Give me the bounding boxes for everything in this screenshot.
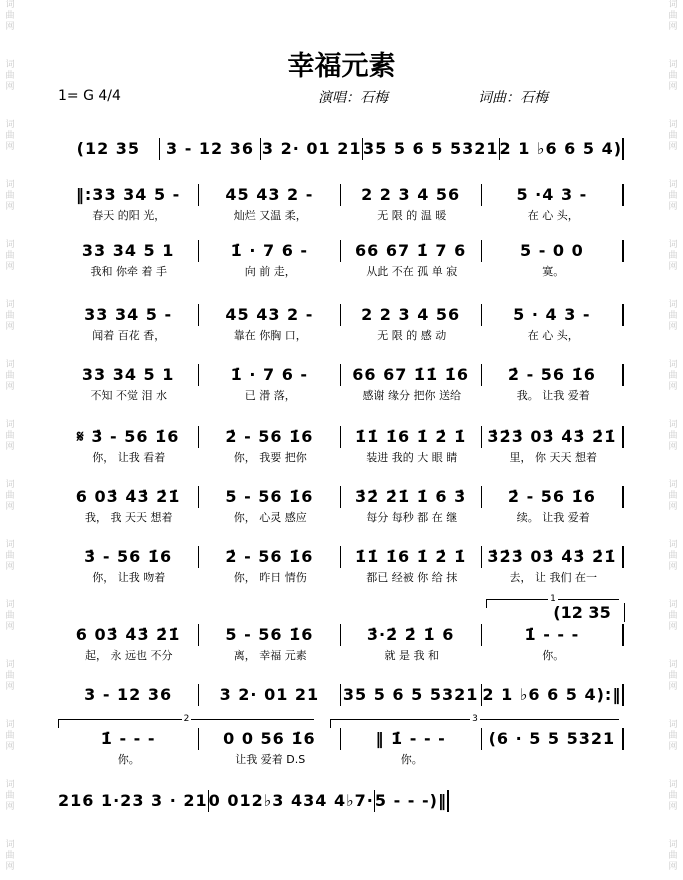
singer-credit: 演唱：石梅 [318, 90, 388, 106]
score-line [58, 728, 624, 768]
measure: 3 2· 01 21 [199, 684, 340, 706]
lyric: 寞。 [542, 265, 565, 278]
lyric: 无 限 的 感 动 [377, 329, 447, 342]
lyric: 从此 不在 孤 单 寂 [366, 265, 458, 278]
watermark-text: 词曲网 [668, 660, 678, 692]
measure: 5 · 4 3 - [482, 304, 624, 326]
volta-label: 2 [183, 714, 190, 724]
watermark-text: 词曲网 [5, 120, 15, 152]
measure: 2̇ - 56 1̇6 [199, 546, 340, 568]
song-title: 幸福元素 [287, 51, 396, 82]
measure: 1̇ - - - [482, 624, 624, 646]
lyric: 让我 爱着 D.S [235, 753, 306, 766]
measure: 1̇ - - - [58, 728, 199, 750]
lyric: 向 前 走， [244, 265, 296, 278]
measure: 35 5 6 5 5321 [363, 139, 499, 158]
lyric: 我， 我 天天 想着 [85, 511, 173, 524]
measure: 1̇ · 7 6 - [199, 240, 340, 262]
measure: 66 67 1̇1̇ 1̇6 [341, 364, 482, 386]
measure: 35 5 6 5 5321 [341, 684, 482, 706]
lyric: 都已 经被 你 给 抹 [366, 571, 458, 584]
lyric [58, 814, 185, 830]
measure: 6 03̇ 4̇3̇ 2̇1̇ [58, 486, 199, 508]
watermark-text: 词曲网 [668, 300, 678, 332]
score-line [58, 240, 624, 280]
measure: 45 43 2 - [199, 304, 340, 326]
measure: 3̇2̇3̇ 03̇ 4̇3̇ 2̇1̇ [482, 546, 624, 568]
watermark-text: 词曲网 [5, 300, 15, 332]
watermark-text: 词曲网 [668, 180, 678, 212]
measure: 2 1 ♭6 6 5 4):‖ [482, 684, 624, 706]
lyric: 每分 每秒 都 在 继 [366, 511, 458, 524]
lyric: 离， 幸福 元素 [233, 649, 307, 662]
measure: 33 34 5 - [58, 304, 199, 326]
measure: 2 2 3 4 56 [341, 304, 482, 326]
pickup-notes: (12 35 [540, 603, 625, 622]
lyric [171, 162, 284, 178]
watermark-text: 词曲网 [5, 420, 15, 452]
lyric: 装进 我的 大 眼 睛 [366, 451, 458, 464]
watermark-text: 词曲网 [5, 0, 15, 32]
lyric: 你， 我要 把你 [233, 451, 307, 464]
watermark-text: 词曲网 [668, 780, 678, 812]
measure: 2 1 ♭6 6 5 4) [499, 139, 623, 158]
volta-label: 3 [472, 714, 478, 724]
measure: 2 2 3 4 56 [341, 184, 482, 206]
measure: 6 03̇ 4̇3̇ 2̇1̇ [58, 624, 199, 646]
lyric: 闻着 百花 香， [92, 329, 166, 342]
measure: 66 67 1̇ 7 6 [341, 240, 482, 262]
watermark-text: 词曲网 [668, 120, 678, 152]
measure: 5 ·4 3 - [482, 184, 624, 206]
score-line [58, 426, 624, 466]
measure: 5 - - -)‖ [374, 791, 447, 810]
watermark-text: 词曲网 [668, 540, 678, 572]
composer-credit: 词曲：石梅 [478, 90, 548, 106]
lyric: 起， 永 远也 不分 [85, 649, 173, 662]
lyric: 靠在 你胸 口， [233, 329, 307, 342]
measure: 3 - 12 36 [160, 138, 262, 160]
lyric: 续。 让我 爱着 [516, 511, 590, 524]
watermark-text: 词曲网 [5, 600, 15, 632]
lyric: 你。 [542, 649, 565, 662]
watermark-text: 词曲网 [668, 420, 678, 452]
watermark-text: 词曲网 [5, 240, 15, 272]
lyric: 春天 的阳 光， [92, 209, 166, 222]
score-line [58, 624, 624, 664]
score-line [58, 138, 624, 178]
measure: 5 - 56 1̇6 [199, 486, 340, 508]
measure: 1̇1̇ 1̇6 1̇ 2̇ 1̇ [341, 546, 482, 568]
volta-label: 1 [550, 594, 556, 604]
watermark-text: 词曲网 [5, 60, 15, 92]
lyric: 你， 让我 看着 [92, 451, 166, 464]
measure: 1̇1̇ 1̇6 1̇ 2̇ 1̇ [341, 426, 482, 448]
lyric: 你， 昨日 情伤 [233, 571, 307, 584]
measure: 5 - 0 0 [482, 240, 624, 262]
watermark-text: 词曲网 [5, 180, 15, 212]
lyric: 在 心 头， [527, 209, 579, 222]
measure: 2̇ - 56 1̇6 [482, 364, 624, 386]
measure: (12 35 [58, 138, 160, 160]
lyric [511, 162, 624, 178]
watermark-text: 词曲网 [5, 780, 15, 812]
watermark-text: 词曲网 [668, 0, 678, 32]
lyric [185, 814, 312, 830]
watermark-text: 词曲网 [5, 540, 15, 572]
lyric: 我和 你牵 着 手 [90, 265, 167, 278]
lyric: 我。 让我 爱着 [516, 389, 590, 402]
measure: 216 1·23 3 · 21 [58, 791, 208, 810]
score-line [58, 184, 624, 224]
lyric [398, 162, 511, 178]
watermark-text: 词曲网 [668, 480, 678, 512]
measure: 33 34 5 1 [58, 240, 199, 262]
measure: 2̇ - 56 1̇6 [482, 486, 624, 508]
lyric: 你。 [400, 753, 423, 766]
measure: 𝄋 3̇ - 56 1̇6 [58, 426, 199, 448]
watermark-text: 词曲网 [5, 840, 15, 872]
volta-2 [58, 714, 314, 728]
lyric: 你， 心灵 感应 [233, 511, 307, 524]
watermark-text: 词曲网 [668, 720, 678, 752]
score-line [58, 790, 447, 830]
lyric: 不知 不觉 泪 水 [90, 389, 167, 402]
measure: 2̇ - 56 1̇6 [199, 426, 340, 448]
score-line [58, 304, 624, 344]
lyric: 去， 让 我们 在一 [509, 571, 597, 584]
lyric: 你， 让我 吻着 [92, 571, 166, 584]
measure: 0 012♭3 434 4♭7· [208, 791, 374, 810]
lyric: 灿烂 又温 柔， [233, 209, 307, 222]
watermark-text: 词曲网 [668, 360, 678, 392]
measure: 3̇·2̇ 2̇ 1̇ 6 [341, 624, 482, 646]
lyric [483, 752, 625, 768]
measure: 45 43 2 - [199, 184, 340, 206]
score-line [58, 684, 624, 724]
lyric [311, 814, 438, 830]
watermark-text: 词曲网 [5, 480, 15, 512]
lyric [58, 162, 171, 178]
measure: ‖:33 34 5 - [58, 184, 199, 206]
lyric [284, 162, 397, 178]
key-signature: 1= G 4/4 [58, 88, 121, 104]
measure: 3̇ - 56 1̇6 [58, 546, 199, 568]
lyric: 里， 你 天天 想着 [509, 451, 597, 464]
lyric: 已 滑 落， [244, 389, 296, 402]
volta-3 [330, 714, 619, 728]
score-line [58, 364, 624, 404]
score-line [58, 486, 624, 526]
lyric: 就 是 我 和 [384, 649, 439, 662]
measure: ‖ 1̇ - - - [341, 728, 482, 750]
watermark-right [666, 0, 680, 880]
lyric: 感谢 缘分 把你 送给 [362, 389, 461, 402]
watermark-text: 词曲网 [668, 600, 678, 632]
watermark-text: 词曲网 [668, 60, 678, 92]
watermark-text: 词曲网 [5, 360, 15, 392]
measure: 3̇2̇3̇ 03̇ 4̇3̇ 2̇1̇ [482, 426, 624, 448]
measure: 5 - 56 1̇6 [199, 624, 340, 646]
score-line [58, 546, 624, 586]
watermark-text: 词曲网 [668, 240, 678, 272]
watermark-text: 词曲网 [5, 720, 15, 752]
measure: 1̇ · 7 6 - [199, 364, 340, 386]
lyric: 你。 [117, 753, 140, 766]
measure: 3 2· 01 21 [261, 139, 362, 158]
measure: 33 34 5 1 [58, 364, 199, 386]
watermark-left [3, 0, 17, 880]
watermark-text: 词曲网 [5, 660, 15, 692]
lyric: 在 心 头， [527, 329, 579, 342]
measure: 0 0 56 1̇6 [199, 728, 340, 750]
measure: (6 · 5 5 5321 [482, 728, 624, 750]
measure: 3̇2̇ 2̇1̇ 1̇ 6 3̇ [341, 486, 482, 508]
measure: 3 - 12 36 [58, 684, 199, 706]
watermark-text: 词曲网 [668, 840, 678, 872]
lyric: 无 限 的 温 暖 [377, 209, 447, 222]
